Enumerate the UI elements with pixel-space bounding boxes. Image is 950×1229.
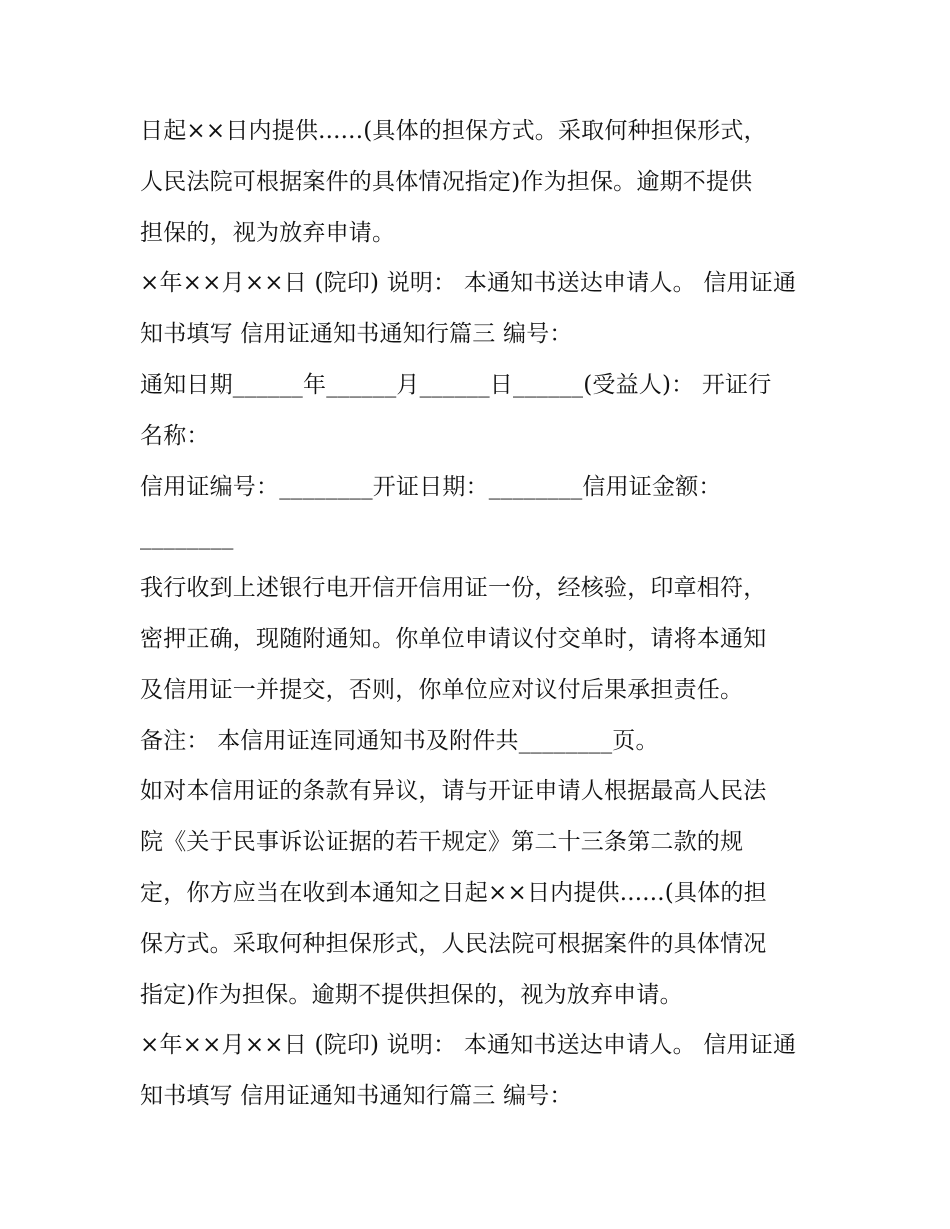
text-line: ×年××月××日 (院印) 说明： 本通知书送达申请人。 信用证通 — [140, 270, 797, 297]
text-line: 知书填写 信用证通知书通知行篇三 编号： — [140, 1083, 573, 1110]
text-line: 密押正确，现随附通知。你单位申请议付交单时，请将本通知 — [140, 625, 767, 652]
text-line: 保方式。采取何种担保形式，人民法院可根据案件的具体情况 — [140, 930, 767, 957]
text-line: 定，你方应当在收到本通知之日起××日内提供......(具体的担 — [140, 879, 767, 906]
text-line: 通知日期______年______月______日______(受益人)： 开证行 — [140, 371, 772, 398]
text-line: 知书填写 信用证通知书通知行篇三 编号： — [140, 321, 573, 348]
text-line: 备注： 本信用证连同通知书及附件共________页。 — [140, 727, 659, 754]
text-line: 我行收到上述银行电开信开信用证一份，经核验，印章相符， — [140, 575, 767, 602]
text-line: 如对本信用证的条款有异议，请与开证申请人根据最高人民法 — [140, 778, 767, 805]
text-line: 人民法院可根据案件的具体情况指定)作为担保。逾期不提供 — [140, 168, 753, 195]
text-line: 担保的，视为放弃申请。 — [140, 219, 396, 246]
text-line: 信用证编号：________开证日期：________信用证金额： — [140, 473, 722, 500]
text-line: 及信用证一并提交，否则，你单位应对议付后果承担责任。 — [140, 676, 744, 703]
text-line: 日起××日内提供......(具体的担保方式。采取何种担保形式， — [140, 118, 767, 144]
text-line: ________ — [140, 524, 234, 551]
document-page — [140, 106, 820, 1122]
text-line: 名称： — [140, 422, 210, 449]
text-line: 院《关于民事诉讼证据的若干规定》第二十三条第二款的规 — [140, 829, 744, 856]
text-line: 指定)作为担保。逾期不提供担保的，视为放弃申请。 — [140, 981, 683, 1008]
text-line: ×年××月××日 (院印) 说明： 本通知书送达申请人。 信用证通 — [140, 1032, 797, 1059]
